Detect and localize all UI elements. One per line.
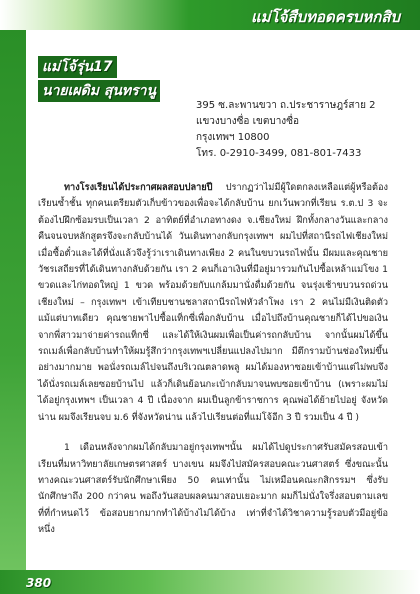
paragraph-1 <box>38 180 388 426</box>
address-block <box>196 98 376 162</box>
footer-banner <box>0 570 420 594</box>
address-line-2: แขวงบางซื่อ เขตบางซื่อ <box>196 116 299 127</box>
author-name: นายเผดิม สุนทรานู <box>38 80 160 102</box>
header-title: แม่โจ้สืบทอดครบหกสิบ <box>251 8 400 26</box>
header-banner <box>0 0 420 30</box>
author-class: แม่โจ้รุ่น17 <box>38 56 117 78</box>
body-text <box>38 180 388 539</box>
address-line-3: กรุงเทพฯ 10800 <box>196 132 270 143</box>
author-block <box>38 56 160 102</box>
paragraph-1-rest: ปรากฏว่าไม่มีผู้ใดตกลงเหลือแต่ผู้หรือต้องเรียนซ้ำชั้น ทุกคนเตรียมตัวเก็บข้าวของเพื่อจะได้กลับบ้าน ยกเว้นพวกที่เรียน ร.ต.ป 3 จะต้องไปฝึกซ้อมรบเป็นเวลา 2 อาทิตย์ที่อำเภอทางดง จ.เชียงใหม่ ฝึกทั้งกลางวันและกลางคืนจนจบหลักสูตรจึงจะกลับบ้านได้ วันเดินทางกลับกรุงเทพฯ ผมไปที่สถานีรถไฟเชียงใหม่ เมื่อซื้อตั๋วและได้ที่นั่งแล้วจึงรู้ว่าเราเดินทางเพียง 2 คนในขบวนรถไฟนั้น มีผมและคุณชาย วัชรเสถียรที่ได้เดินทางกลับด้วยกัน เรา 2 คนก็เอาเงินที่มีอยู่มารวมกันไปซื้อเหล้าแม่โขง 1 ขวดและไก่ทอดใหญ่ 1 ขวด พร้อมด้วยกับแกล้มมานั่งดื่มด้วยกัน จนรุ่งเช้าขบวนรถด่วน เชียงใหม่ – กรุงเทพฯ เข้าเทียบชานชลาสถานีรถไฟหัวลำโพง เรา 2 คนไม่มีเงินติดตัวแม้แต่บาทเดียว คุณชายพาไปซื้อแท็กซี่เพื่อกลับบ้าน เมื่อไปถึงบ้านคุณชายก็ได้ไปขอเงินจากพี่สาวมาจ่ายค่ารถแท็กซี่ และได้ให้เงินผมเพื่อเป็นค่ารถกลับบ้าน จากนั้นผมได้ขึ้นรถเมล์เพื่อกลับบ้านทำให้ผมรู้สึกว่ากรุงเทพฯเปลี่ยนแปลงไปมาก มีตึกรามบ้านช่องใหม่ขึ้นอย่างมากมาย พอนั่งรถเมล์ไปจนถึงบริเวณตลาดพลู ผมได้มองหาซอยเข้าบ้านแต่ไม่พบจึงได้นั่งรถเมล์เลยซอยบ้านไป แล้วก็เดินย้อนกะเบ้ากลับมาจนพบซอยเข้าบ้าน (เพราะผมไม่ได้อยู่กรุงเทพฯ เป็นเวลา 4 ปี เนื่องจาก ผมเป็นลูกข้าราชการ คุณพ่อได้ย้ายไปอยู่ จังหวัดน่าน ผมจึงเรียนจบ ม.6 ที่จังหวัดน่าน แล้วไปเรียนต่อที่แม่โจ้อีก 3 ปี รวมเป็น 4 ปี ) <box>38 182 388 423</box>
address-line-1: 395 ซ.ละพานขวา ถ.ประชาราษฎร์สาย 2 <box>196 100 376 111</box>
address-line-4: โทร. 0-2910-3499, 081-801-7433 <box>196 148 362 159</box>
paragraph-2: 1 เดือนหลังจากผมได้กลับมาอยู่กรุงเทพฯนั้น ผมได้ไปดูประกาศรับสมัครสอบเข้าเรียนที่มหาวิทยาลัยเกษตรศาสตร์ บางเขน ผมจึงไปสมัครสอบคณะวนศาสตร์ ซึ่งขณะนั้นทางคณะวนศาสตร์รับนักศึกษาเพียง 50 คนเท่านั้น ไม่เหมือนคณะกสิกรรมฯ ซึ่งรับนักศึกษาถึง 200 กว่าคน พอถึงวันสอบผลคนมาสอบเยอะมาก ผมก็ไม่นั่งใจรึ่งสอบตามเลขที่ที่กำหนดไว้ ข้อสอบยากมากทำได้บ้างไม่ได้บ้าง เท่าที่จำได้วิชาความรู้รอบตัวมีอยู่ข้อหนึ่ง <box>38 442 388 536</box>
page-number: 380 <box>26 576 52 590</box>
paragraph-1-lead: ทางโรงเรียนได้ประกาศผลสอบปลายปี <box>64 182 213 193</box>
left-decor-bar <box>0 30 26 570</box>
